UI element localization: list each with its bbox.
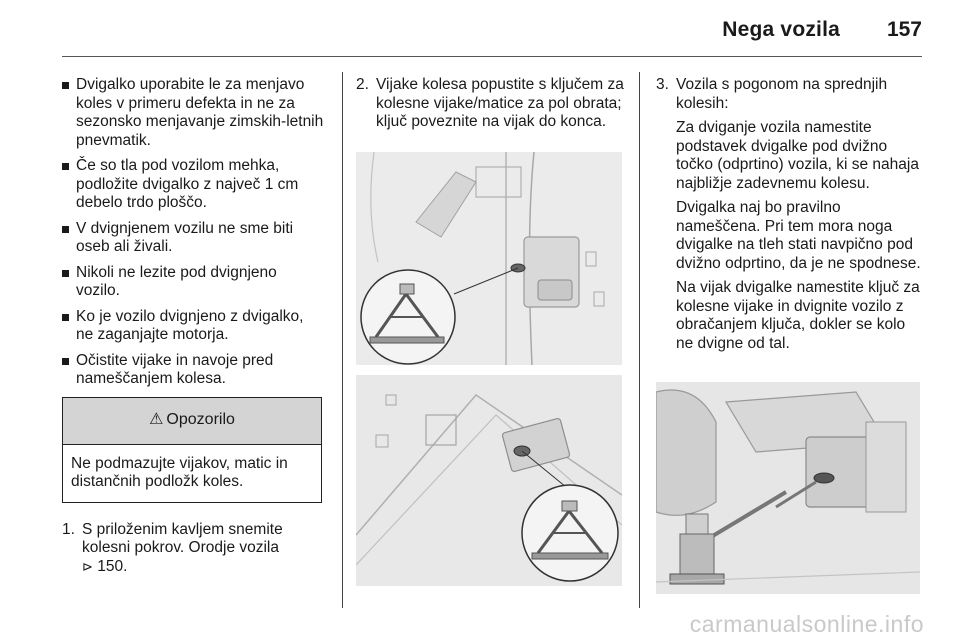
bullet-square-icon <box>62 270 69 277</box>
page-header-title: Nega vozila <box>722 18 840 41</box>
list-item: Očistite vijake in navoje pred nameščanjem kolesa. <box>62 352 324 389</box>
bullet-square-icon <box>62 163 69 170</box>
watermark: carmanualsonline.info <box>689 611 924 637</box>
column-divider-1 <box>342 72 343 608</box>
column-3 <box>656 76 922 359</box>
list-item: Nikoli ne lezite pod dvignjeno vozilo. <box>62 264 324 301</box>
reference-arrow-icon: ⊳ <box>82 559 93 575</box>
list-item: Če so tla pod vozilom mehka, podložite dvigalko z največ 1 cm debelo trdo ploščo. <box>62 157 324 213</box>
warning-header <box>63 398 321 445</box>
list-item: Ko je vozilo dvignjeno z dvigalko, ne zaganjajte motorja. <box>62 308 324 345</box>
header-rule <box>62 56 922 57</box>
warning-text: Ne podmazujte vijakov, matic in distančnih podložk koles. <box>71 454 288 490</box>
warning-title: Opozorilo <box>166 411 235 429</box>
bullet-square-icon <box>62 226 69 233</box>
column-1 <box>62 76 324 577</box>
bullet-square-icon <box>62 82 69 89</box>
list-item: Dvigalko uporabite le za menjavo koles v primeru defekta in ne za sezonsko menjavanje zimskih-letnih pnevmatik. <box>62 76 324 150</box>
step-paragraph: Vozila s pogonom na sprednjih kolesih: <box>676 76 888 112</box>
page-number: 157 <box>886 18 922 41</box>
step-number: 3. <box>656 76 669 93</box>
step-2 <box>356 76 628 132</box>
warning-triangle-icon: ⚠ <box>149 411 164 429</box>
column-divider-2 <box>639 72 640 608</box>
step-paragraph: Dvigalka naj bo pravilno nameščena. Pri tem mora noga dvigalke na tleh stati navpično pod dvižno odprtino, da je ne spodnese. <box>676 199 921 272</box>
illustration-jack-point-2 <box>356 375 622 586</box>
step-number: 1. <box>62 520 75 538</box>
bullet-list <box>62 76 324 389</box>
illustration-jack-point-1 <box>356 152 622 365</box>
step-text: S priloženim kavljem snemite kolesni pokrov. Orodje vozila <box>82 520 283 556</box>
bullet-square-icon <box>62 314 69 321</box>
bullet-square-icon <box>62 358 69 365</box>
step-paragraph: Za dviganje vozila namestite podstavek dvigalke pod dvižno točko (odprtino) vozila, ki se nahaja najbližje zadevnemu kolesu. <box>676 119 919 192</box>
column-2 <box>356 76 628 132</box>
list-item: V dvignjenem vozilu ne sme biti oseb ali živali. <box>62 220 324 257</box>
step-paragraph: Na vijak dvigalke namestite ključ za kolesne vijake in dvignite vozilo z obračanjem ključa, dokler se kolo ne dvigne od tal. <box>676 279 920 352</box>
illustration-jack-placement <box>656 382 920 594</box>
page-reference-link[interactable]: 150. <box>97 557 128 575</box>
step-3 <box>656 76 922 353</box>
step-text: Vijake kolesa popustite s ključem za kolesne vijake/matice za pol obrata; ključ poveznite na vijak do konca. <box>376 76 624 130</box>
step-number: 2. <box>356 76 369 93</box>
step-1 <box>62 521 324 578</box>
warning-box <box>62 397 322 503</box>
